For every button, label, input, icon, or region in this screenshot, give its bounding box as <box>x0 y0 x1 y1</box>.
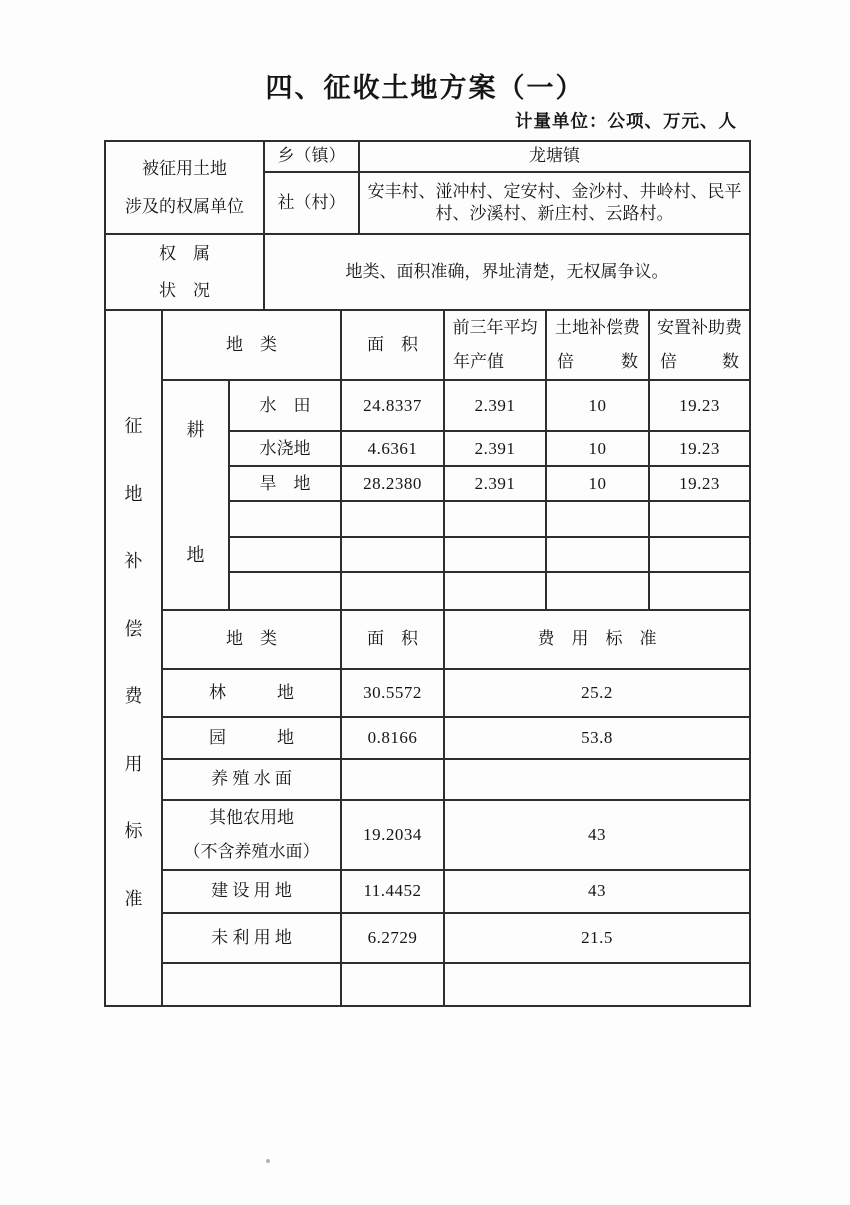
col-header-fee-standard: 费 用 标 准 <box>444 610 750 669</box>
table-row <box>105 310 750 380</box>
side-caption-char: 标 <box>124 821 143 842</box>
area-cell: 11.4452 <box>341 870 444 913</box>
output-cell: 2.391 <box>444 466 546 501</box>
output-cell <box>444 572 546 610</box>
fee-standard-cell: 21.5 <box>444 913 750 963</box>
tenure-label-line1: 权 属 <box>159 244 210 263</box>
land-name-cell <box>162 963 341 1006</box>
side-caption-char: 偿 <box>124 618 143 639</box>
ownership-table <box>104 140 751 235</box>
multiplier-char: 倍 <box>557 352 574 371</box>
area-cell: 28.2380 <box>341 466 444 501</box>
area-cell: 6.2729 <box>341 913 444 963</box>
land-name-cell: 建 设 用 地 <box>162 870 341 913</box>
output-cell <box>444 537 546 572</box>
land-name-cell: 未 利 用 地 <box>162 913 341 963</box>
side-caption-char: 准 <box>124 888 143 909</box>
cultivated-group-label <box>163 389 228 601</box>
area-cell: 0.8166 <box>341 717 444 759</box>
col-header-resettle-multiplier <box>649 310 750 380</box>
side-caption-char: 征 <box>124 416 143 436</box>
land-multiplier-cell <box>546 572 649 610</box>
land-name-cell: 养 殖 水 面 <box>162 759 341 800</box>
col-header-area-2: 面 积 <box>341 610 444 669</box>
multiplier-char: 倍 <box>660 352 677 371</box>
area-cell: 24.8337 <box>341 380 444 431</box>
township-label-cell: 乡（镇） <box>264 141 359 172</box>
col-header-avg-output <box>444 310 546 380</box>
output-cell: 2.391 <box>444 431 546 466</box>
fee-standard-cell: 25.2 <box>444 669 750 717</box>
table-row <box>105 759 750 800</box>
fee-standard-cell <box>444 759 750 800</box>
resettle-multiplier-cell <box>649 537 750 572</box>
land-name-line1: 其他农用地 <box>209 808 294 827</box>
land-name-cell: 水浇地 <box>229 431 341 466</box>
side-caption <box>106 311 161 1005</box>
village-label-cell: 社（村） <box>264 172 359 234</box>
township-value-cell: 龙塘镇 <box>359 141 750 172</box>
scan-speck <box>266 1159 270 1163</box>
land-comp-title: 土地补偿费 <box>555 318 640 337</box>
avg-output-line1: 前三年平均 <box>452 318 538 337</box>
avg-output-line2: 年产值 <box>453 352 504 371</box>
land-name-cell: 水 田 <box>229 380 341 431</box>
land-name-cell <box>229 537 341 572</box>
land-name-cell: 园 地 <box>162 717 341 759</box>
resettle-multiplier-cell: 19.23 <box>649 380 750 431</box>
village-value-cell: 安丰村、湴冲村、定安村、金沙村、井岭村、民平村、沙溪村、新庄村、云路村。 <box>359 172 750 234</box>
land-name-cell <box>229 572 341 610</box>
table-row <box>105 800 750 870</box>
side-caption-cell <box>105 310 162 1006</box>
area-cell <box>341 759 444 800</box>
resettle-title: 安置补助费 <box>657 318 742 337</box>
land-name-cell <box>162 800 341 870</box>
fee-standard-cell: 43 <box>444 870 750 913</box>
table-row <box>105 610 750 669</box>
land-name-line2: （不含养殖水面） <box>183 842 320 861</box>
table-row <box>105 234 750 310</box>
area-cell: 19.2034 <box>341 800 444 870</box>
land-multiplier-cell <box>546 501 649 536</box>
table-row <box>105 870 750 913</box>
resettle-multiplier-cell <box>649 572 750 610</box>
fee-standard-cell <box>444 963 750 1006</box>
land-multiplier-cell: 10 <box>546 466 649 501</box>
col-header-land-comp-multiplier <box>546 310 649 380</box>
fee-standard-cell: 43 <box>444 800 750 870</box>
ownership-unit-label-line1: 被征用土地 <box>142 158 227 178</box>
table-row <box>105 913 750 963</box>
area-cell <box>341 537 444 572</box>
side-caption-char: 用 <box>124 753 143 774</box>
resettle-multiplier-cell <box>649 501 750 536</box>
table-row <box>105 380 750 431</box>
area-cell <box>341 572 444 610</box>
ownership-unit-label-line2: 涉及的权属单位 <box>125 196 244 216</box>
multiplier-char: 数 <box>621 352 638 371</box>
resettle-multiplier-cell: 19.23 <box>649 466 750 501</box>
side-caption-char: 地 <box>124 483 143 504</box>
area-cell: 4.6361 <box>341 431 444 466</box>
side-caption-char: 补 <box>124 551 143 572</box>
side-caption-char: 费 <box>124 686 143 707</box>
fee-standard-cell: 53.8 <box>444 717 750 759</box>
land-multiplier-cell: 10 <box>546 380 649 431</box>
unit-note: 计量单位：公项、万元、人 <box>515 111 737 131</box>
cultivated-group-char: 耕 <box>186 420 205 440</box>
cultivated-group-cell <box>162 380 229 610</box>
table-row <box>105 141 750 172</box>
output-cell: 2.391 <box>444 380 546 431</box>
col-header-land-type-2: 地 类 <box>162 610 341 669</box>
land-multiplier-cell <box>546 537 649 572</box>
land-multiplier-cell: 10 <box>546 431 649 466</box>
output-cell <box>444 501 546 536</box>
tenure-label-line2: 状 况 <box>159 281 210 300</box>
resettle-multiplier-cell: 19.23 <box>649 431 750 466</box>
multiplier-char: 数 <box>722 352 739 371</box>
land-name-cell: 旱 地 <box>229 466 341 501</box>
area-cell <box>341 963 444 1006</box>
land-comp-multiplier-line <box>547 345 648 379</box>
area-cell <box>341 501 444 536</box>
land-name-cell: 林 地 <box>162 669 341 717</box>
col-header-area: 面 积 <box>341 310 444 380</box>
table-row <box>105 669 750 717</box>
resettle-multiplier-line <box>650 345 749 379</box>
table-row <box>105 963 750 1006</box>
cultivated-group-char: 地 <box>186 544 205 565</box>
ownership-unit-label-cell <box>105 141 264 234</box>
page-title: 四、征收土地方案（一） <box>265 73 585 103</box>
tenure-value-cell: 地类、面积准确，界址清楚，无权属争议。 <box>264 234 750 310</box>
area-cell: 30.5572 <box>341 669 444 717</box>
land-name-cell <box>229 501 341 536</box>
table-row <box>105 717 750 759</box>
tenure-table <box>104 233 751 311</box>
col-header-land-type: 地 类 <box>162 310 341 380</box>
tenure-label-cell <box>105 234 264 310</box>
compensation-table <box>104 309 751 1007</box>
form-table <box>104 140 751 1007</box>
